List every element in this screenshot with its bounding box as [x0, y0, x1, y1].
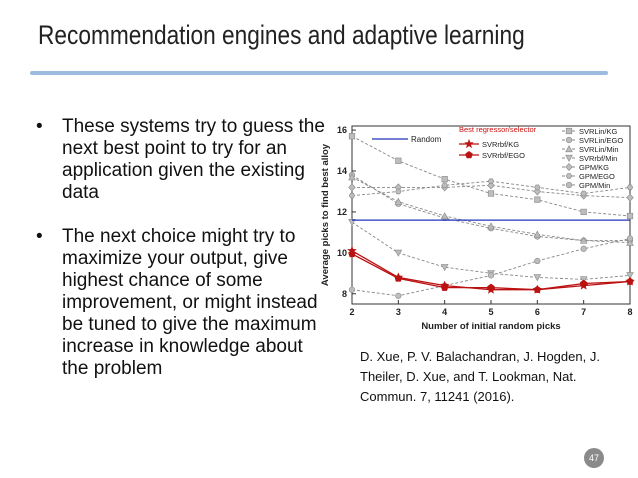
series-svrrbf-ego-point	[488, 284, 495, 291]
y-axis-label: Average picks to find best alloy	[320, 143, 331, 287]
x-tick-label: 2	[349, 307, 355, 317]
legend-svrrbf-kg-label: SVRrbf/KG	[482, 140, 520, 149]
legend-svrlin-ego-marker	[566, 137, 572, 143]
legend-gpm-ego-marker	[566, 174, 572, 179]
y-tick-label: 10	[336, 247, 347, 258]
bullet-symbol: •	[36, 226, 43, 247]
legend-title-best: Best regressor/selector	[459, 125, 537, 134]
y-tick-label: 14	[336, 166, 347, 177]
bullet-list	[36, 116, 326, 402]
series-gpm-kg-point	[627, 194, 634, 201]
legend-svrrbf-ego-label: SVRrbf/EGO	[482, 151, 525, 160]
bullet-item-next-choice	[36, 226, 326, 380]
citation: D. Xue, P. V. Balachandran, J. Hogden, J. Theiler, D. Xue, and T. Lookman, Nat. Commun. 7, 11241 (2016).	[360, 349, 600, 404]
series-gpm-ego-point	[349, 193, 355, 198]
series-gpm-min-point	[627, 236, 633, 242]
series-svrrbf-ego-point	[627, 278, 634, 285]
legend-svrrbf-min-marker	[566, 155, 573, 161]
bullet-item-systems	[36, 116, 326, 204]
bullet-symbol: •	[36, 116, 43, 137]
series-svrlin-kg-point	[396, 158, 402, 164]
series-gpm-ego-point	[581, 191, 587, 196]
legend-gpm-kg-label: GPM/KG	[579, 163, 610, 172]
bullet-text: The next choice might try to maximize your output, give highest chance of some improvement, or might instead be tuned to give the maximum increase in knowledge about the problem	[62, 226, 318, 379]
legend-gpm-ego-label: GPM/EGO	[579, 172, 615, 181]
series-gpm-kg-point	[349, 184, 356, 191]
y-tick-label: 16	[336, 125, 347, 136]
line-chart	[316, 118, 638, 340]
legend-svrrbf-kg-marker	[465, 139, 474, 147]
series-svrlin-min-point	[441, 213, 448, 219]
legend-svrlin-min-marker	[566, 146, 573, 152]
bullet-text: These systems try to guess the next best point to try for an application given the existing data	[62, 116, 325, 203]
x-tick-label: 3	[395, 307, 401, 317]
series-svrlin-kg-point	[627, 213, 633, 219]
x-tick-label: 8	[627, 307, 633, 317]
x-tick-label: 7	[581, 307, 587, 317]
series-svrrbf-ego-point	[349, 250, 356, 257]
page-number-badge: 47	[584, 448, 604, 468]
legend-gpm-min-marker	[566, 182, 572, 188]
series-gpm-ego-point	[627, 185, 633, 190]
series-svrlin-min-point	[534, 231, 541, 237]
legend-svrlin-kg-marker	[566, 128, 572, 134]
chart-container	[316, 118, 638, 340]
legend-svrrbf-min-label: SVRrbf/Min	[579, 154, 618, 163]
slide-title: Recommendation engines and adaptive learning	[38, 20, 525, 50]
y-tick-label: 12	[336, 206, 347, 217]
series-svrrbf-ego-point	[580, 280, 587, 287]
legend-random-label: Random	[411, 135, 442, 144]
legend-svrlin-ego-label: SVRLin/EGO	[579, 136, 624, 145]
series-gpm-min-point	[396, 293, 402, 299]
series-svrlin-min-point	[395, 198, 402, 204]
legend-gpm-min-label: GPM/Min	[579, 181, 611, 190]
title-underline	[30, 71, 608, 75]
x-tick-label: 5	[488, 307, 494, 317]
series-gpm-min-point	[349, 287, 355, 293]
series-svrlin-kg-point	[581, 209, 587, 215]
legend-svrrbf-ego-marker	[466, 151, 473, 158]
legend-svrlin-min-label: SVRLin/Min	[579, 145, 619, 154]
x-tick-label: 4	[442, 307, 448, 317]
series-gpm-min-point	[581, 246, 587, 252]
series-gpm-ego-point	[442, 183, 448, 188]
series-gpm-min-point	[488, 273, 494, 279]
series-svrlin-kg-point	[349, 133, 355, 139]
series-gpm-ego-point	[535, 185, 541, 190]
series-svrlin-kg-point	[488, 191, 494, 197]
legend-gpm-kg-marker	[566, 163, 573, 170]
series-svrrbf-min-point	[395, 250, 402, 256]
series-svrlin-kg-point	[442, 176, 448, 182]
x-axis-label: Number of initial random picks	[421, 321, 561, 332]
x-tick-label: 6	[534, 307, 540, 317]
legend-svrlin-kg-label: SVRLin/KG	[579, 127, 618, 136]
series-svrrbf-min-point	[534, 275, 541, 281]
series-gpm-ego-point	[396, 189, 402, 194]
series-gpm-ego-point	[488, 179, 494, 184]
series-svrrbf-ego-point	[534, 286, 541, 293]
series-gpm-min-point	[535, 258, 541, 264]
series-svrlin-kg-point	[535, 197, 541, 203]
y-tick-label: 8	[341, 288, 347, 299]
